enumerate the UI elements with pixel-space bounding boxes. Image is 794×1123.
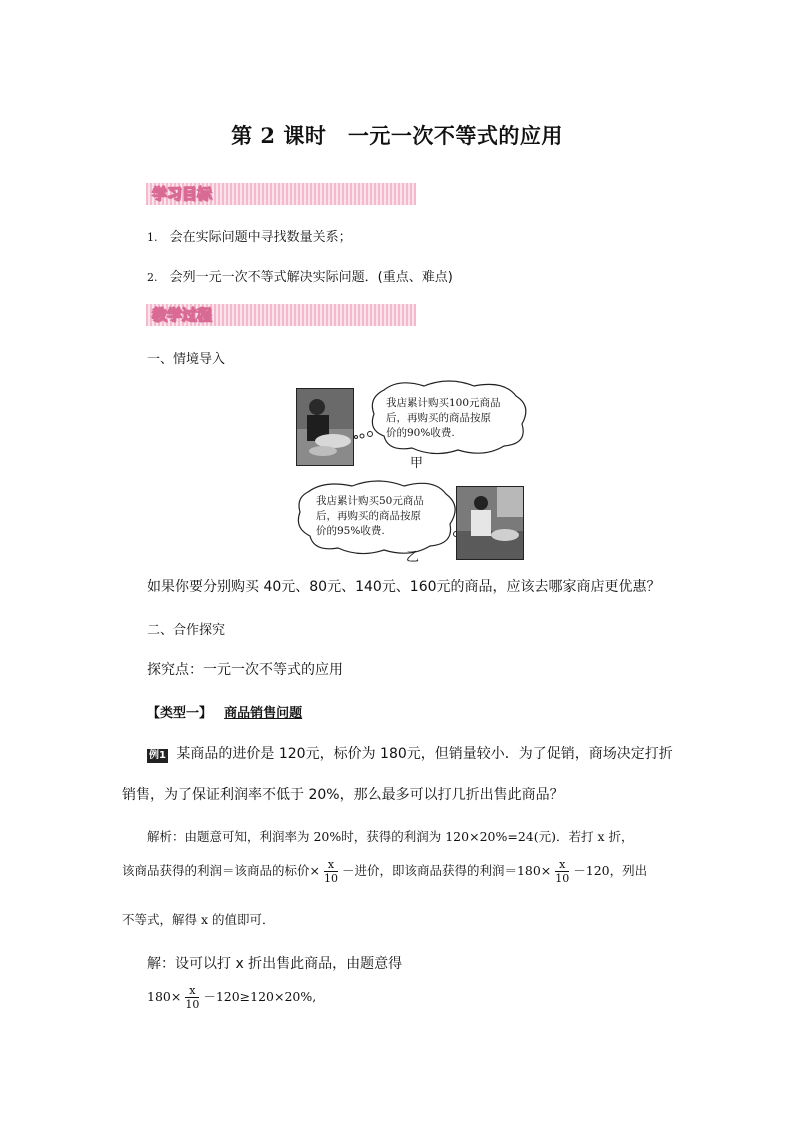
type-title: 商品销售问题 <box>224 706 303 721</box>
shop-b-photo <box>456 486 524 560</box>
intro-heading: 一、情境导入 <box>147 352 226 367</box>
fraction-denominator: 10 <box>185 998 200 1011</box>
solution-inequality <box>147 984 316 1011</box>
explore-heading: 二、合作探究 <box>147 623 226 638</box>
page-title: 第 2 课时 一元一次不等式的应用 <box>231 123 563 148</box>
shop-b-bubble-line: 我店累计购买50元商品 <box>316 495 424 507</box>
shop-a-photo <box>296 388 354 466</box>
example-text: 某商品的进价是 120元，标价为 180元，但销量较小．为了促销，商场决定打折 <box>176 746 673 762</box>
explore-point: 探究点：一元一次不等式的应用 <box>147 662 343 678</box>
type-one-heading <box>147 702 302 721</box>
fraction-numerator: x <box>185 984 199 998</box>
intro-question: 如果你要分别购买 40元、80元、140元、160元的商品，应该去哪家商店更优惠？ <box>147 579 661 595</box>
process-section-label: 教学过程 <box>152 306 213 324</box>
analysis-line-2 <box>122 858 647 885</box>
solution-line-1: 解：设可以打 x 折出售此商品，由题意得 <box>147 956 403 972</box>
shopkeeper-b-image <box>457 487 523 559</box>
goals-section-label: 学习目标 <box>152 185 213 203</box>
goal-item-2 <box>147 266 453 285</box>
shop-b-label: 乙 <box>406 550 420 565</box>
goals-section-banner <box>146 183 416 205</box>
solution-text: 180× <box>147 989 182 1004</box>
process-section-banner <box>146 304 416 326</box>
goal-number: 1. <box>147 231 158 244</box>
analysis-line-1: 解析：由题意可知，利润率为 20%时，获得的利润为 120×20%=24(元)．若打 x 折， <box>147 829 634 844</box>
analysis-text: －120，列出 <box>573 863 648 878</box>
fraction-numerator: x <box>324 858 338 872</box>
example-line-2: 销售，为了保证利润率不低于 20%，那么最多可以打几折出售此商品？ <box>122 787 564 803</box>
shop-a-bubble-line: 价的90%收费. <box>386 427 455 439</box>
fraction-denominator: 10 <box>555 872 570 885</box>
shop-b-bubble-text <box>316 494 424 539</box>
analysis-line-3: 不等式，解得 x 的值即可． <box>122 912 275 927</box>
shop-b-bubble-line: 后，再购买的商品按原 <box>316 510 421 522</box>
analysis-text: 该商品获得的利润＝该商品的标价× <box>122 863 320 878</box>
shop-a-bubble-line: 后，再购买的商品按原 <box>386 412 491 424</box>
example-line-1 <box>147 743 673 763</box>
goal-text: 会在实际问题中寻找数量关系； <box>169 230 352 245</box>
goal-text: 会列一元一次不等式解决实际问题．(重点、难点) <box>169 270 453 285</box>
fraction-numerator: x <box>555 858 569 872</box>
fraction-x-over-10 <box>185 984 199 1011</box>
fraction-x-over-10 <box>555 858 569 885</box>
shop-a-bubble-text <box>386 396 501 441</box>
goal-number: 2. <box>147 271 158 284</box>
fraction-x-over-10 <box>324 858 338 885</box>
shop-a-bubble-line: 我店累计购买100元商品 <box>386 397 501 409</box>
fraction-denominator: 10 <box>323 872 338 885</box>
goal-item-1 <box>147 226 352 245</box>
type-tag: 【类型一】 <box>147 706 213 721</box>
example-badge: 例1 <box>149 750 166 761</box>
analysis-text: －进价，即该商品获得的利润＝180× <box>341 863 552 878</box>
solution-text: －120≥120×20%, <box>203 989 317 1004</box>
shopkeeper-a-image <box>297 389 353 465</box>
shop-b-bubble-line: 价的95%收费. <box>316 525 385 537</box>
shop-a-label: 甲 <box>410 456 424 471</box>
